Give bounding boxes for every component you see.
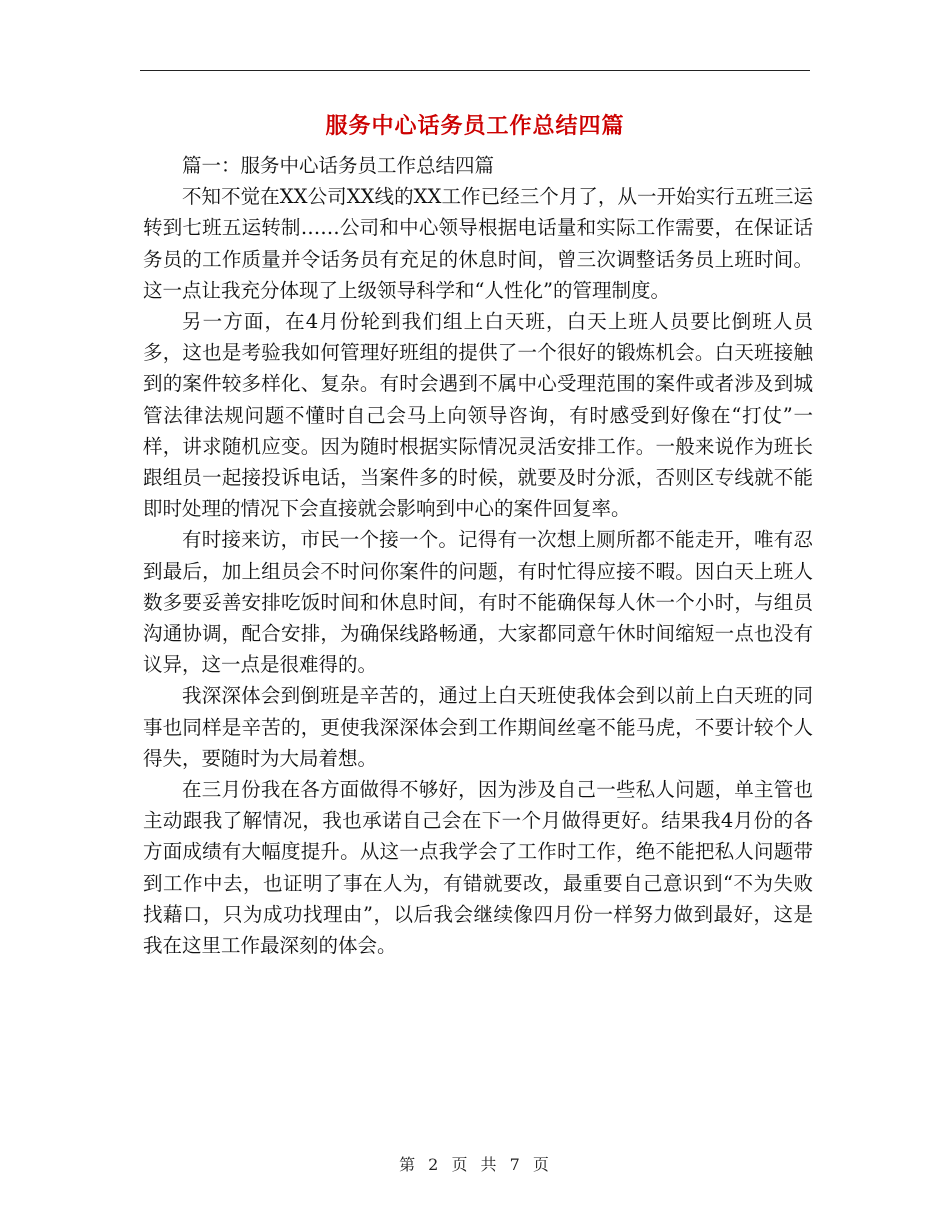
header-rule xyxy=(140,70,810,71)
paragraph: 在三月份我在各方面做得不够好，因为涉及自己一些私人问题，单主管也主动跟我了解情况，我也承诺自己会在下一个月做得更好。结果我4月份的各方面成绩有大幅度提升。从这一点我学会了工作时工作，绝不能把私人问题带到工作中去，也证明了事在人为，有错就要改，最重要自己意识到“不为失败找藉口，只为成功找理由”，以后我会继续像四月份一样努力做到最好，这是我在这里工作最深刻的体会。 xyxy=(143,778,813,958)
paragraph: 不知不觉在XX公司XX线的XX工作已经三个月了，从一开始实行五班三运转到七班五运转制……公司和中心领导根据电话量和实际工作需要，在保证话务员的工作质量并令话务员有充足的休息时间，曾三次调整话务员上班时间。这一点让我充分体现了上级领导科学和“人性化”的管理制度。 xyxy=(143,185,813,302)
page-footer: 第 2 页 共 7 页 xyxy=(399,1155,551,1174)
paragraph: 篇一：服务中心话务员工作总结四篇 xyxy=(182,154,495,177)
paragraph: 我深深体会到倒班是辛苦的，通过上白天班使我体会到以前上白天班的同事也同样是辛苦的，更使我深深体会到工作期间丝毫不能马虎，不要计较个人得失，要随时为大局着想。 xyxy=(143,684,813,770)
document-title: 服务中心话务员工作总结四篇 xyxy=(325,113,625,139)
document-body xyxy=(143,150,813,961)
paragraph: 另一方面，在4月份轮到我们组上白天班，白天上班人员要比倒班人员多，这也是考验我如何管理好班组的提供了一个很好的锻炼机会。白天班接触到的案件较多样化、复杂。有时会遇到不属中心受理范围的案件或者涉及到城管法律法规问题不懂时自己会马上向领导咨询，有时感受到好像在“打仗”一样，讲求随机应变。因为随时根据实际情况灵活安排工作。一般来说作为班长跟组员一起接投诉电话，当案件多的时候，就要及时分派，否则区专线就不能即时处理的情况下会直接就会影响到中心的案件回复率。 xyxy=(143,310,813,521)
paragraph: 有时接来访，市民一个接一个。记得有一次想上厕所都不能走开，唯有忍到最后，加上组员会不时问你案件的问题，有时忙得应接不暇。因白天上班人数多要妥善安排吃饭时间和休息时间，有时不能确保每人休一个小时，与组员沟通协调，配合安排，为确保线路畅通，大家都同意午休时间缩短一点也没有议异，这一点是很难得的。 xyxy=(143,528,813,677)
